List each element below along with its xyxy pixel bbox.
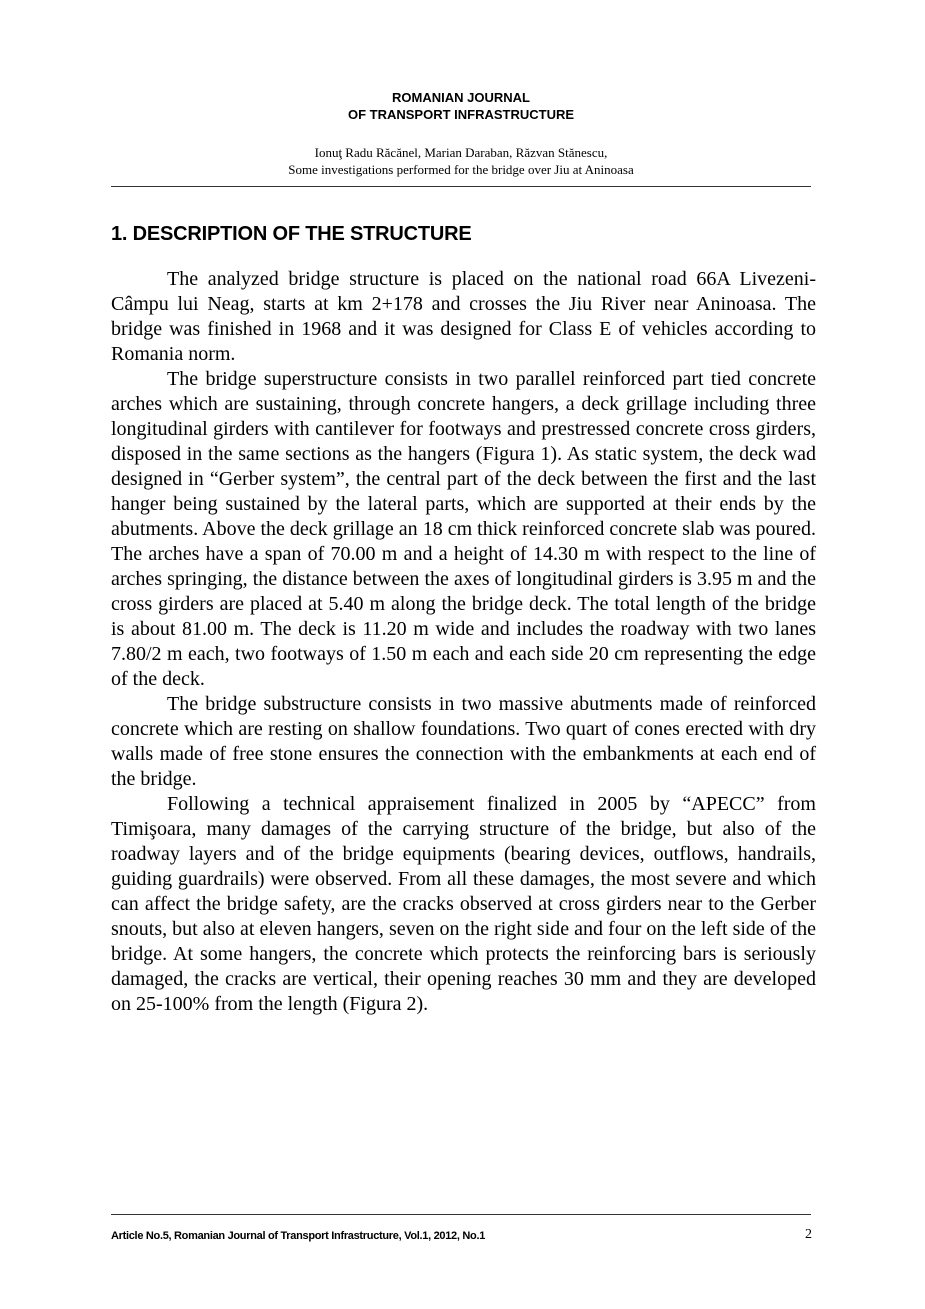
- article-title: Some investigations performed for the bridge over Jiu at Aninoasa: [288, 162, 634, 177]
- page-number: 2: [805, 1227, 812, 1242]
- journal-title: [111, 89, 811, 123]
- journal-title-line2: OF TRANSPORT INFRASTRUCTURE: [347, 107, 575, 122]
- header-divider: [111, 186, 811, 187]
- paragraph: The bridge substructure consists in two massive abutments made of reinforced concrete which are resting on shallow foundations. Two quart of cones erected with dry walls made of free stone ensures the connection with the embankments at each end of the bridge.: [111, 693, 816, 790]
- journal-title-line1: ROMANIAN JOURNAL: [392, 90, 530, 105]
- section-body: [111, 267, 816, 1017]
- paragraph: Following a technical appraisement finalized in 2005 by “APECC” from Timişoara, many damages of the carrying structure of the bridge, but also of the roadway layers and of the bridge equipments (bearing devices, outflows, handrails, guiding guardrails) were observed. From all these damages, the most severe and which can affect the bridge safety, are the cracks observed at cross girders near to the Gerber snouts, but also at eleven hangers, seven on the right side and four on the left side of the bridge. At some hangers, the concrete which protects the reinforcing bars is seriously damaged, the cracks are vertical, their opening reaches 30 mm and they are developed on 25-100% from the length (Figura 2).: [111, 793, 816, 1015]
- authors: Ionuţ Radu Răcănel, Marian Daraban, Răzvan Stănescu,: [314, 145, 608, 160]
- paragraph: The analyzed bridge structure is placed on the national road 66A Livezeni-Câmpu lui Neag, starts at km 2+178 and crosses the Jiu River near Aninoasa. The bridge was finished in 1968 and it was designed for Class E of vehicles according to Romania norm.: [111, 268, 816, 365]
- footer-divider: [111, 1214, 811, 1215]
- article-info: [111, 144, 811, 178]
- section-heading: 1. DESCRIPTION OF THE STRUCTURE: [111, 223, 472, 245]
- footer-citation: Article No.5, Romanian Journal of Transport Infrastructure, Vol.1, 2012, No.1: [111, 1230, 486, 1242]
- paragraph: The bridge superstructure consists in two parallel reinforced part tied concrete arches which are sustaining, through concrete hangers, a deck grillage including three longitudinal girders with cantilever for footways and prestressed concrete cross girders, disposed in the same sections as the hangers (Figura 1). As static system, the deck wad designed in “Gerber system”, the central part of the deck between the first and the last hanger being sustained by the lateral parts, which are supported at their ends by the abutments. Above the deck grillage an 18 cm thick reinforced concrete slab was poured. The arches have a span of 70.00 m and a height of 14.30 m with respect to the line of arches springing, the distance between the axes of longitudinal girders is 3.95 m and the cross girders are placed at 5.40 m along the bridge deck. The total length of the bridge is about 81.00 m. The deck is 11.20 m wide and includes the roadway with two lanes 7.80/2 m each, two footways of 1.50 m each and each side 20 cm representing the edge of the deck.: [111, 368, 816, 690]
